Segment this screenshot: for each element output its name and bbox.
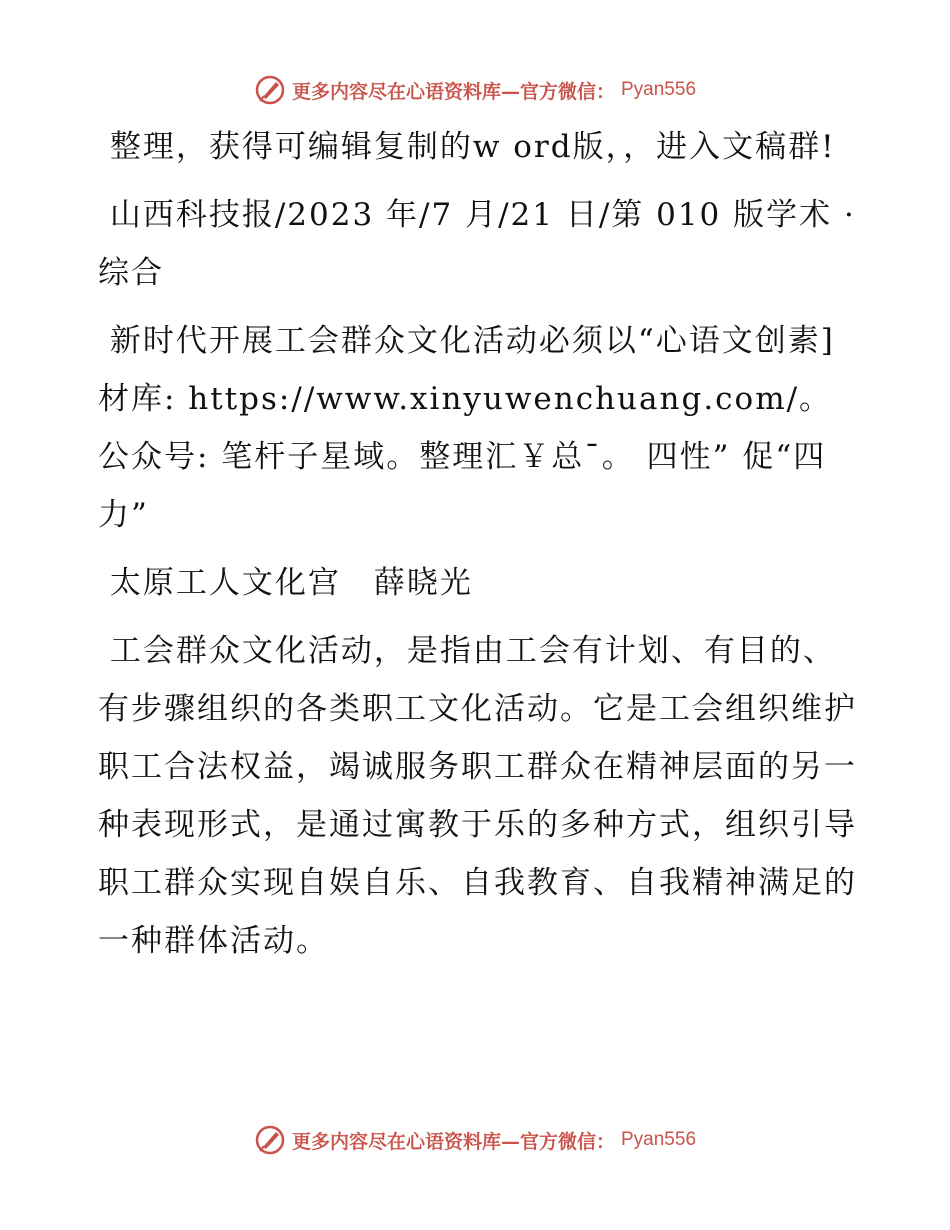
header-watermark-banner	[0, 70, 950, 110]
quill-in-circle-icon	[254, 74, 286, 106]
banner-text: 更多内容尽在心语资料库—官方微信：	[291, 1130, 615, 1153]
paragraph-intro: 整理，获得可编辑复制的w ord版，，进入文稿群!	[98, 129, 836, 165]
banner-text: 更多内容尽在心语资料库—官方微信：	[291, 80, 615, 103]
footer-watermark-banner	[0, 1120, 950, 1160]
paragraph-title: 新时代开展工会群众文化活动必须以“心语文创素]材库: https://www.xinyuwenchuang.com/。公众号: 笔杆子星域。整理汇￥总¯。 四性” 促“四力”	[98, 323, 835, 533]
paragraph-body: 工会群众文化活动，是指由工会有计划、有目的、有步骤组织的各类职工文化活动。它是工会组织维护职工合法权益，竭诚服务职工群众在精神层面的另一种表现形式，是通过寓教于乐的多种方式，组织引导职工群众实现自娱自乐、自我教育、自我精神满足的一种群体活动。	[98, 633, 857, 959]
paragraph-author: 太原工人文化宫 薛晓光	[98, 565, 473, 601]
banner-account: Pyan556	[621, 79, 697, 100]
document-body	[98, 118, 868, 980]
paragraph-source: 山西科技报/2023 年/7 月/21 日/第 010 版学术 · 综合	[98, 197, 868, 291]
quill-in-circle-icon	[254, 1124, 286, 1156]
banner-account: Pyan556	[621, 1129, 697, 1150]
